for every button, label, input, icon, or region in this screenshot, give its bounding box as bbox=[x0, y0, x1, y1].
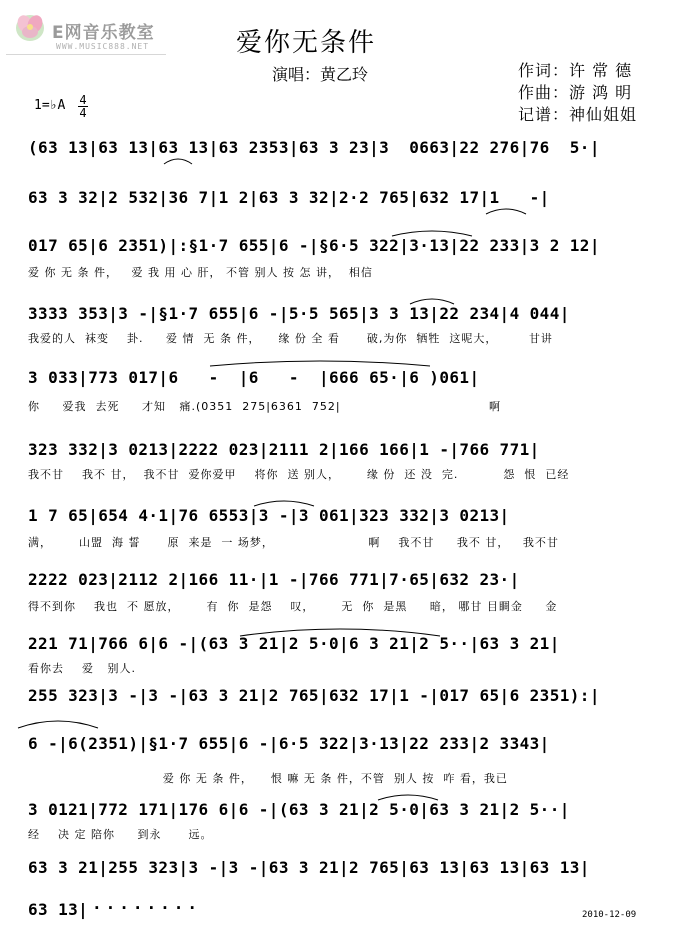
site-url: WWW.MUSIC888.NET bbox=[56, 42, 150, 51]
site-logo bbox=[6, 8, 162, 56]
transcriber-credit: 记谱：神仙姐姐 bbox=[518, 105, 638, 124]
lyric-line-5: 你 爱我 去死 才知 痛.(0351 275|6361 752| 啊 bbox=[28, 400, 502, 413]
time-signature-top: 4 bbox=[79, 93, 87, 107]
slur-mark bbox=[486, 209, 526, 214]
song-title: 爱你无条件 bbox=[236, 28, 377, 58]
time-signature bbox=[78, 94, 88, 119]
score-line-9: 221 71|766 6|6 -|(63 3 21|2 5·0|6 3 21|2 5··|63 3 21| bbox=[28, 634, 560, 653]
lyric-line-6: 我不甘 我不 甘， 我不甘 爱你爱甲 将你 送 别人， 缘 份 还 没 完. 怨 恨 已经 bbox=[28, 468, 570, 481]
score-line-8: 2222 023|2112 2|166 11·|1 -|766 771|7·65|632 23·| bbox=[28, 570, 520, 589]
score-line-5: 3 033|773 017|6 - |6 - |666 65·|6 )061| bbox=[28, 368, 480, 387]
tie-mark bbox=[210, 361, 430, 366]
volta-bracket bbox=[18, 721, 98, 728]
continuation-dots: ········ bbox=[92, 898, 202, 917]
slur-mark bbox=[164, 159, 192, 164]
composer-credit: 作曲：游 鸿 明 bbox=[518, 83, 633, 102]
time-signature-bottom: 4 bbox=[79, 106, 87, 120]
key-signature: 1=♭A bbox=[34, 98, 66, 113]
lyric-line-11: 爱 你 无 条 件， 恨 嘛 无 条 件，不管 别人 按 咋 看，我已 bbox=[28, 772, 508, 785]
transcription-date: 2010-12-09 bbox=[582, 910, 637, 920]
lyric-line-7: 满， 山盟 海 誓 原 来是 一 场梦， 啊 我不甘 我不 甘， 我不甘 bbox=[28, 536, 559, 549]
score-line-13: 63 3 21|255 323|3 -|3 -|63 3 21|2 765|63 13|63 13|63 13| bbox=[28, 858, 590, 877]
logo-divider bbox=[6, 54, 166, 55]
lyricist-credit: 作词：许 常 德 bbox=[518, 61, 633, 80]
lyric-line-12: 经 决 定 陪你 到永 远。 bbox=[28, 828, 213, 841]
score-line-4: 3333 353|3 -|§1·7 655|6 -|5·5 565|3 3 13|22 234|4 044| bbox=[28, 304, 570, 323]
score-line-3: 017 65|6 2351)|:§1·7 655|6 -|§6·5 322|3·13|22 233|3 2 12| bbox=[28, 236, 600, 255]
score-line-1: (63 13|63 13|63 13|63 2353|63 3 23|3 0663|22 276|76 5·| bbox=[28, 138, 600, 157]
score-line-6: 323 332|3 0213|2222 023|2111 2|166 166|1 -|766 771| bbox=[28, 440, 540, 459]
score-line-7: 1 7 65|654 4·1|76 6553|3 -|3 061|323 332|3 0213| bbox=[28, 506, 510, 525]
lyric-line-3: 爱 你 无 条 件， 爱 我 用 心 肝， 不管 别人 按 怎 讲， 相信 bbox=[28, 266, 373, 279]
flower-logo-icon bbox=[10, 10, 50, 46]
score-line-2: 63 3 32|2 532|36 7|1 2|63 3 32|2·2 765|632 17|1 -| bbox=[28, 188, 550, 207]
lyric-line-9: 看你去 爱 别人. bbox=[28, 662, 136, 675]
lyric-line-4: 我爱的人 袜变 卦. 爱 情 无 条 件， 缘 份 全 看 破,为你 牺牲 这呢大， 甘讲 bbox=[28, 332, 553, 345]
score-line-11: 6 -|6(2351)|§1·7 655|6 -|6·5 322|3·13|22 233|2 3343| bbox=[28, 734, 550, 753]
singer-credit: 演唱：黄乙玲 bbox=[272, 65, 369, 84]
score-line-10: 255 323|3 -|3 -|63 3 21|2 765|632 17|1 -|017 65|6 2351):| bbox=[28, 686, 600, 705]
score-line-12: 3 0121|772 171|176 6|6 -|(63 3 21|2 5·0|63 3 21|2 5··| bbox=[28, 800, 570, 819]
lyric-line-8: 得不到你 我也 不 愿放， 有 你 是怨 叹， 无 你 是黑 暗， 哪甘 目睭金 金 bbox=[28, 600, 558, 613]
score-line-14: 63 13| bbox=[28, 900, 89, 919]
site-name: E网音乐教室 bbox=[52, 23, 155, 43]
